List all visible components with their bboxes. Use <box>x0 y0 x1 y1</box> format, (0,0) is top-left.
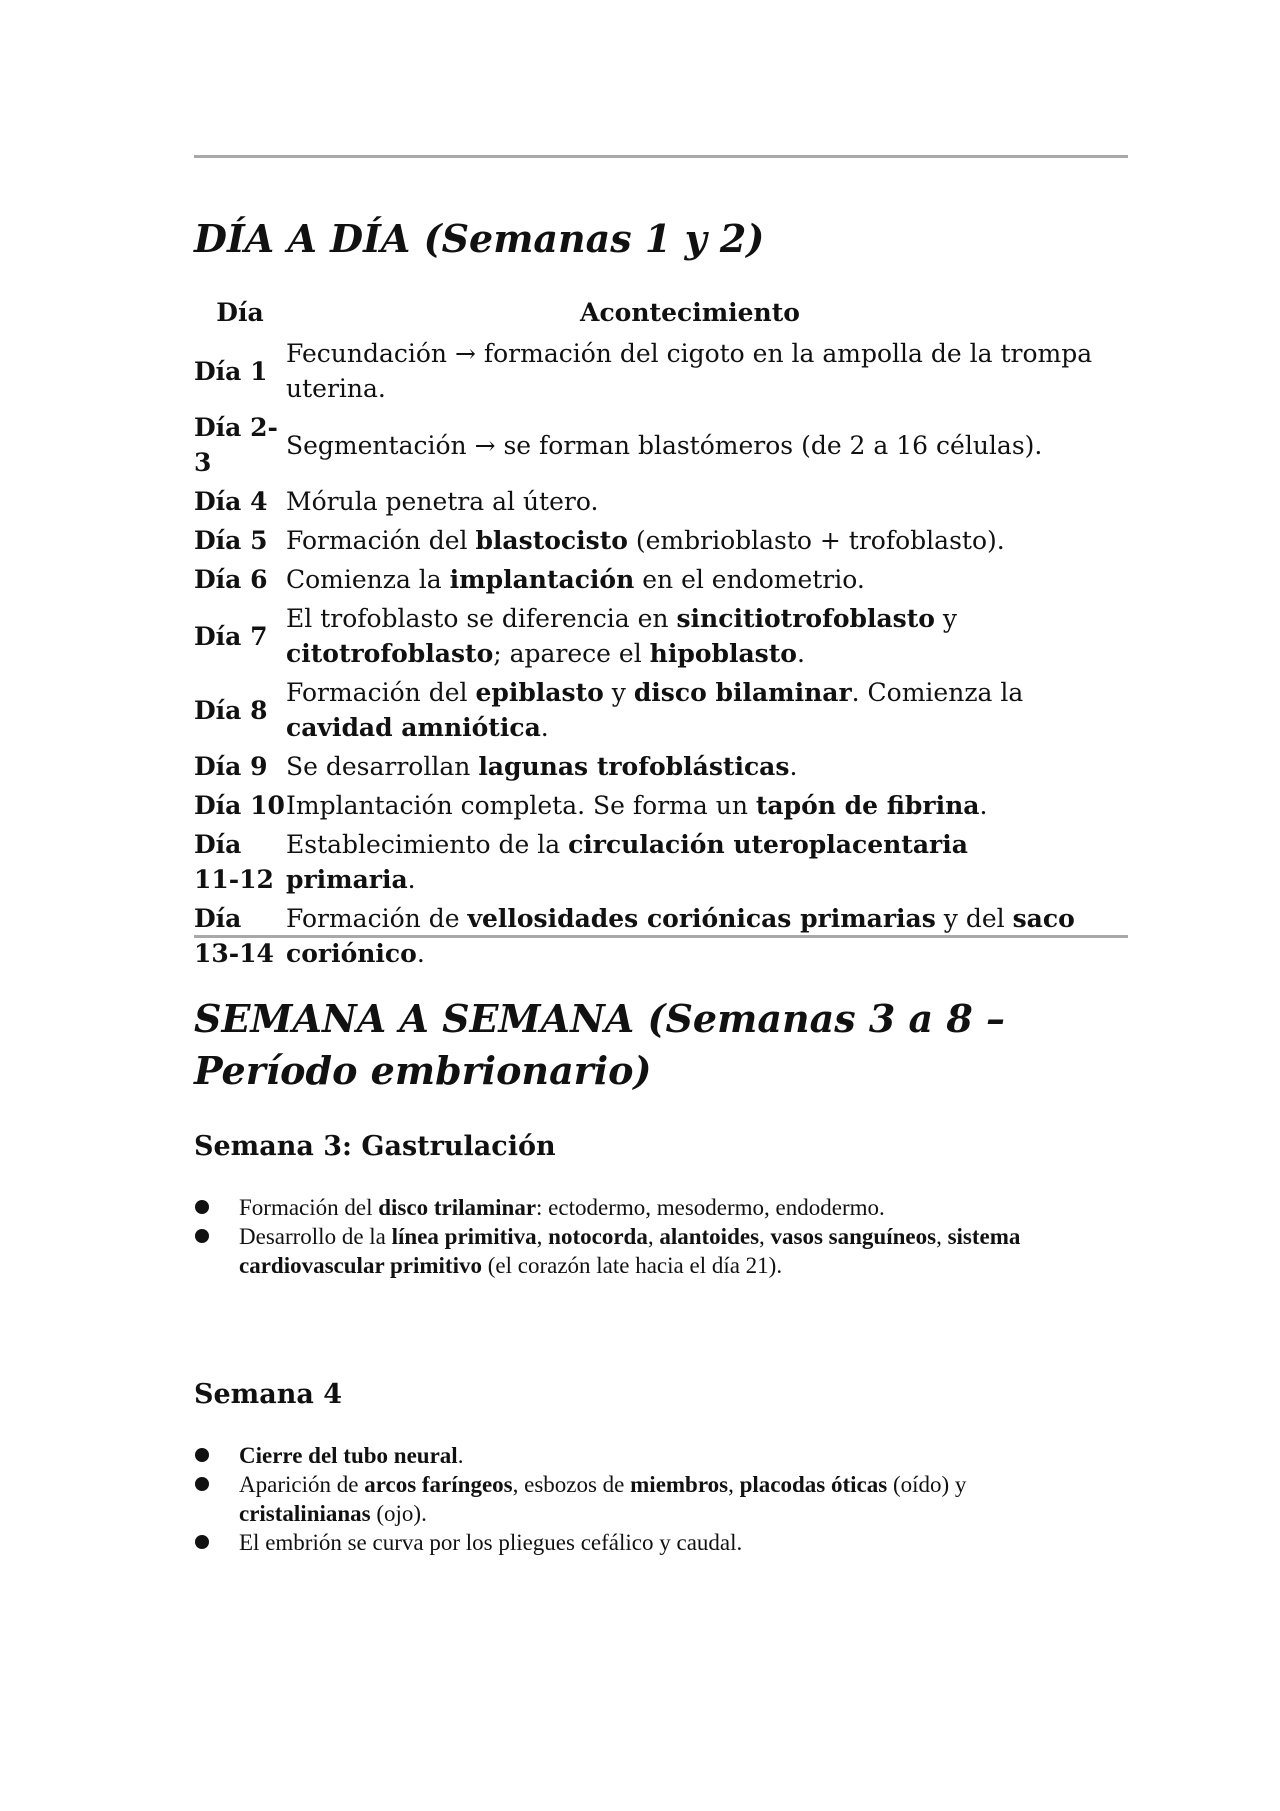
text-run: . <box>416 939 425 968</box>
week-4-heading: Semana 4 <box>194 1379 343 1410</box>
table-row <box>194 825 1094 899</box>
bold-text: cavidad amniótica <box>286 713 541 742</box>
text-run: Desarrollo de la <box>239 1224 392 1249</box>
text-run: El trofoblasto se diferencia en <box>286 604 677 633</box>
text-run: Comienza la <box>286 565 450 594</box>
bold-text: blastocisto <box>475 526 628 555</box>
bold-text: lagunas trofoblásticas <box>478 752 790 781</box>
event-cell <box>286 786 1094 825</box>
text-run: Formación del <box>286 678 476 707</box>
text-run: Aparición de <box>239 1472 365 1497</box>
week-3-bullet-list <box>194 1193 1094 1280</box>
text-run: Fecundación → formación del cigoto en la ampolla de la trompa uterina. <box>286 339 1093 403</box>
table-row <box>194 482 1094 521</box>
text-run: , <box>759 1224 771 1249</box>
day-cell: Día 5 <box>194 526 268 555</box>
bold-text: tapón de fibrina <box>755 791 980 820</box>
list-item <box>194 1441 1094 1470</box>
day-cell: Día 8 <box>194 695 268 725</box>
text-run: . <box>407 865 416 894</box>
bold-text: arcos faríngeos <box>364 1472 513 1497</box>
section-title-text: SEMANA A SEMANA (Semanas 3 a 8 – Período embrionario) <box>194 996 1006 1093</box>
text-run: Se desarrollan <box>286 752 479 781</box>
day-cell: Día 1 <box>194 356 268 386</box>
day-cell: Día 2-3 <box>194 413 278 477</box>
bold-text: vellosidades coriónicas primarias <box>467 904 936 933</box>
event-cell <box>286 560 1094 599</box>
event-cell <box>286 673 1094 747</box>
text-run: El embrión se curva por los pliegues cefálico y caudal. <box>239 1530 743 1555</box>
bold-text: sistema cardiovascular primitivo <box>239 1224 1021 1278</box>
text-run: y <box>603 678 634 707</box>
text-run: , esbozos de <box>512 1472 631 1497</box>
bold-text: línea primitiva <box>391 1224 537 1249</box>
text-run: Formación del <box>286 526 476 555</box>
event-cell <box>286 334 1094 408</box>
bold-text: epiblasto <box>475 678 604 707</box>
event-cell <box>286 521 1094 560</box>
bold-text: placodas óticas <box>739 1472 888 1497</box>
event-cell <box>286 599 1094 673</box>
text-run: y del <box>935 904 1013 933</box>
event-cell <box>286 482 1094 521</box>
list-item <box>194 1193 1094 1222</box>
header-event: Acontecimiento <box>580 298 800 327</box>
week-3-heading: Semana 3: Gastrulación <box>194 1131 556 1162</box>
week-4-bullet-list <box>194 1441 1094 1557</box>
day-cell: Día 7 <box>194 621 268 651</box>
text-run: , <box>536 1224 549 1249</box>
event-cell <box>286 408 1094 482</box>
table-row <box>194 786 1094 825</box>
bold-text: saco coriónico <box>286 904 1075 968</box>
day-cell: Día 4 <box>194 487 268 516</box>
list-item <box>194 1528 1094 1557</box>
bold-text: Cierre del tubo neural <box>239 1443 458 1468</box>
text-run: y <box>934 604 958 633</box>
bold-text: citotrofoblasto <box>286 639 494 668</box>
text-run: ; aparece el <box>493 639 650 668</box>
bullet-dot-icon <box>195 1477 209 1491</box>
text-run: . Comienza la <box>851 678 1024 707</box>
bold-text: circulación uteroplacentaria primaria <box>286 830 968 894</box>
list-item <box>194 1222 1094 1280</box>
bold-text: vasos sanguíneos <box>770 1224 937 1249</box>
list-item <box>194 1470 1094 1528</box>
text-run: Segmentación → se forman blastómeros (de 2 a 16 células). <box>286 430 1043 460</box>
bold-text: alantoides <box>659 1224 760 1249</box>
text-run: (embrioblasto + trofoblasto). <box>627 526 1005 555</box>
text-run: , <box>728 1472 740 1497</box>
table-row <box>194 334 1094 408</box>
text-run: (el corazón late hacia el día 21). <box>481 1253 783 1278</box>
section-title-text: DÍA A DÍA (Semanas 1 y 2) <box>194 216 765 261</box>
day-cell: Día 10 <box>194 791 285 820</box>
bullet-dot-icon <box>195 1535 209 1549</box>
day-cell: Día 6 <box>194 565 268 594</box>
text-run: Establecimiento de la <box>286 830 569 859</box>
text-run: (ojo). <box>370 1501 427 1526</box>
bold-text: cristalinianas <box>239 1501 371 1526</box>
text-run: , <box>936 1224 948 1249</box>
bold-text: miembros <box>630 1472 729 1497</box>
horizontal-rule-top <box>194 155 1128 158</box>
text-run: en el endometrio. <box>634 565 865 594</box>
table-row <box>194 560 1094 599</box>
text-run: , <box>647 1224 660 1249</box>
event-cell <box>286 747 1094 786</box>
bold-text: hipoblasto <box>649 639 797 668</box>
text-run: Formación del <box>239 1195 379 1220</box>
table-header-row <box>194 295 1094 334</box>
table-body <box>194 334 1094 973</box>
table-row <box>194 747 1094 786</box>
bold-text: disco bilaminar <box>633 678 852 707</box>
table-row <box>194 599 1094 673</box>
text-run: . <box>796 639 805 668</box>
text-run: . <box>979 791 988 820</box>
daily-events-table <box>194 295 1094 973</box>
text-run: : ectodermo, mesodermo, endodermo. <box>536 1195 885 1220</box>
day-cell: Día 11-12 <box>194 830 274 894</box>
text-run: . <box>457 1443 464 1468</box>
bold-text: notocorda <box>548 1224 648 1249</box>
text-run: Mórula penetra al útero. <box>286 487 599 516</box>
header-day: Día <box>216 298 264 327</box>
text-run: . <box>789 752 798 781</box>
section-title-semana-a-semana <box>194 993 1128 1097</box>
bold-text: implantación <box>449 565 635 594</box>
bullet-dot-icon <box>195 1200 209 1214</box>
bold-text: sincitiotrofoblasto <box>676 604 935 633</box>
table-row <box>194 521 1094 560</box>
bullet-dot-icon <box>195 1229 209 1243</box>
table-row <box>194 408 1094 482</box>
section-title-dia-a-dia <box>194 213 1128 265</box>
bold-text: disco trilaminar <box>378 1195 537 1220</box>
text-run: Formación de <box>286 904 468 933</box>
event-cell <box>286 825 1094 899</box>
text-run: (oído) y <box>887 1472 967 1497</box>
table-row <box>194 673 1094 747</box>
text-run: Implantación completa. Se forma un <box>286 791 756 820</box>
horizontal-rule-middle <box>194 935 1128 938</box>
bullet-dot-icon <box>195 1448 209 1462</box>
text-run: . <box>540 713 549 742</box>
day-cell: Día 9 <box>194 752 268 781</box>
day-cell: Día 13-14 <box>194 904 274 968</box>
